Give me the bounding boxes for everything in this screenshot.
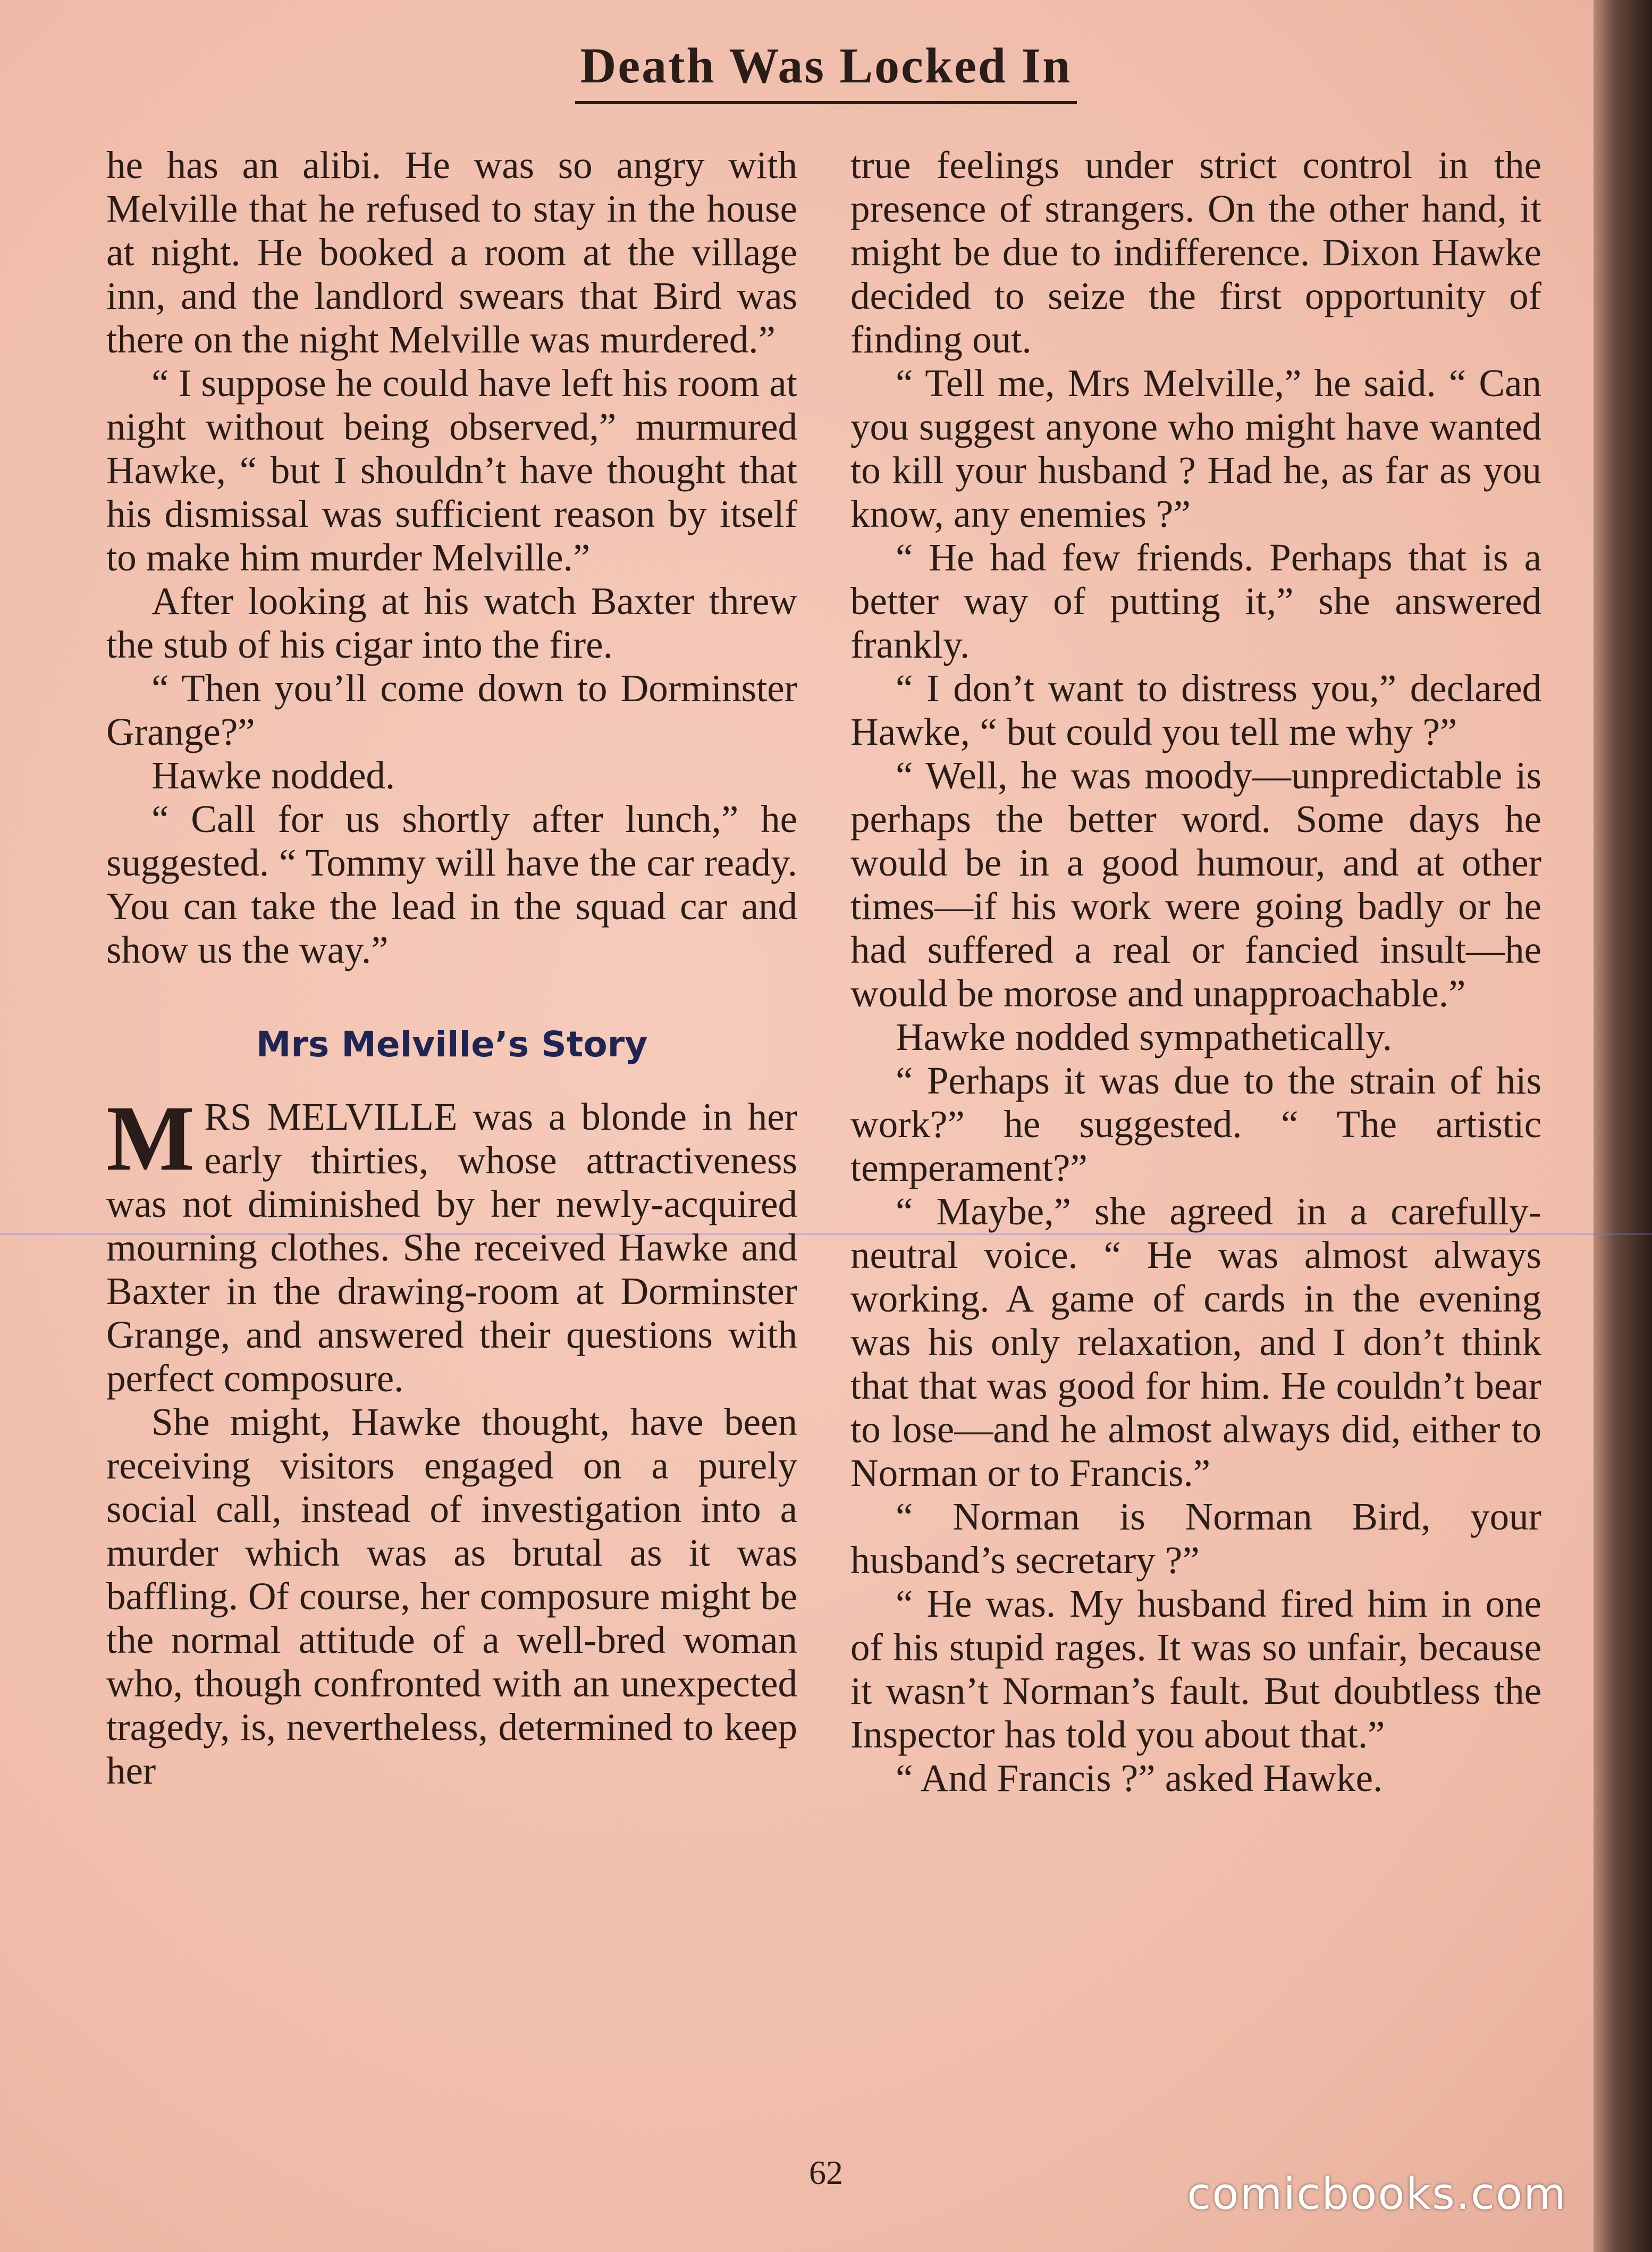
paragraph: “ Norman is Norman Bird, your husband’s secretary ?” — [850, 1495, 1541, 1582]
paragraph: true feelings under strict control in the presence of strangers. On the other hand, it might be due to indifference. Dixon Hawke decided to seize the first opportunity of finding out. — [850, 144, 1541, 361]
paragraph: “ Call for us shortly after lunch,” he suggested. “ Tommy will have the car ready. You can take the lead in the squad car and show us the way.” — [106, 797, 797, 971]
paragraph: “ I suppose he could have left his room at night without being observed,” murmured Hawke, “ but I shouldn’t have thought that his dismissal was sufficient reason by itself to make him murder Melville.” — [106, 362, 797, 579]
drop-cap-letter: M — [106, 1087, 195, 1190]
story-title: Death Was Locked In — [575, 37, 1077, 104]
running-header — [0, 37, 1652, 104]
paragraph: Hawke nodded. — [151, 754, 395, 797]
paragraph: Hawke nodded sympathetically. — [896, 1015, 1392, 1058]
paragraph: After looking at his watch Baxter threw the stub of his cigar into the fire. — [106, 579, 797, 666]
paragraph: “ He had few friends. Perhaps that is a better way of putting it,” she answered frankly. — [850, 536, 1541, 666]
paragraph: She might, Hawke thought, have been receiving visitors engaged on a purely social call, instead of investigation into a murder which was as brutal as it was baffling. Of course, her composure might be the normal attitude of a well-bred woman who, though confronted with an unexpected tragedy, is, nevertheless, determined to keep her — [106, 1400, 797, 1792]
section-heading: Mrs Melville’s Story — [256, 1024, 648, 1065]
page-number: 62 — [809, 2154, 843, 2191]
paragraph: “ He was. My husband fired him in one of his stupid rages. It was so unfair, because it wasn’t Norman’s fault. But doubtless the Inspector has told you about that.” — [850, 1582, 1541, 1756]
paragraph: “ Perhaps it was due to the strain of his work?” he suggested. “ The artistic temperament?” — [850, 1059, 1541, 1189]
paragraph: “ I don’t want to distress you,” declared Hawke, “ but could you tell me why ?” — [850, 667, 1541, 753]
page-spine-shadow — [1594, 0, 1652, 2252]
left-column — [106, 144, 797, 1793]
paragraph: “ Maybe,” she agreed in a carefully-neutral voice. “ He was almost always working. A game of cards in the evening was his only relaxation, and I don’t think that that was good for him. He couldn’t bear to lose—and he almost always did, either to Norman or to Francis.” — [850, 1190, 1541, 1494]
paragraph: “ Well, he was moody—unpredictable is perhaps the better word. Some days he would be in a good humour, and at other times—if his work were going badly or he had suffered a real or fancied insult—he would be morose and unapproachable.” — [850, 754, 1541, 1015]
paragraph: he has an alibi. He was so angry with Melville that he refused to stay in the house at night. He booked a room at the village inn, and the landlord swears that Bird was there on the night Melville was murdered.” — [106, 144, 797, 361]
paragraph: “ Tell me, Mrs Melville,” he said. “ Can you suggest anyone who might have wanted to kill your husband ? Had he, as far as you know, any enemies ?” — [850, 362, 1541, 535]
paragraph: RS MELVILLE was a blonde in her early thirties, whose attractiveness was not diminished by her newly-acquired mourning clothes. She received Hawke and Baxter in the drawing-room at Dorminster Grange, and answered their questions with perfect composure. — [106, 1095, 797, 1400]
paragraph: “ Then you’ll come down to Dorminster Grange?” — [106, 667, 797, 753]
right-column — [850, 144, 1541, 1800]
opening-paragraph — [106, 1087, 797, 1400]
watermark: comicbooks.com — [1187, 2169, 1567, 2220]
paragraph: “ And Francis ?” asked Hawke. — [896, 1757, 1383, 1800]
